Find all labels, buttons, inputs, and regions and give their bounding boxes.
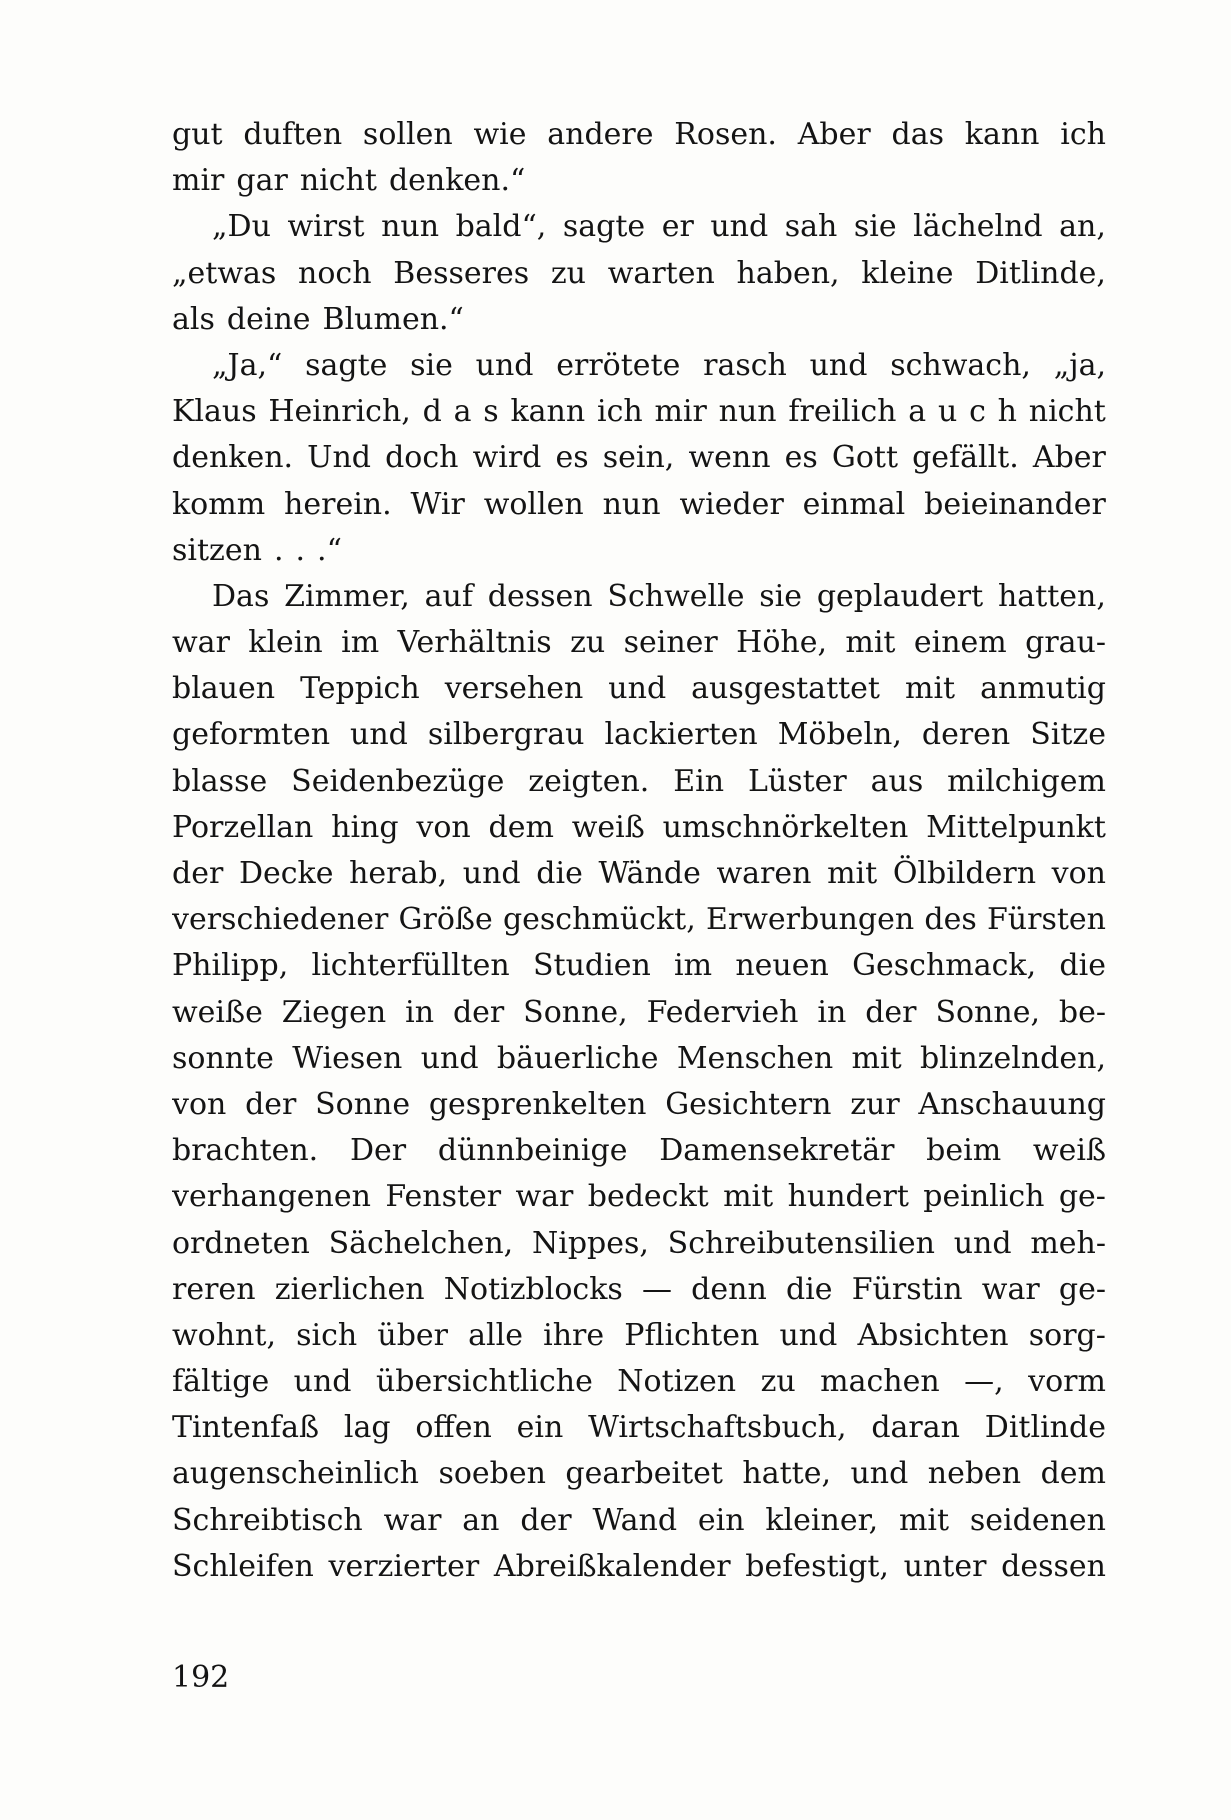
word: wollen [483, 486, 584, 522]
word: geschmückt, [502, 902, 696, 938]
word: Studien [532, 948, 651, 984]
text-line [172, 897, 1106, 943]
text-line [172, 1082, 1106, 1128]
word: duften [243, 117, 343, 152]
word: milchigem [947, 763, 1106, 799]
word: hatten, [997, 578, 1106, 614]
word: zu [760, 1364, 796, 1400]
word: die [785, 1271, 833, 1307]
word: Fürsten [986, 902, 1106, 938]
word: geplaudert [816, 578, 984, 614]
text-line [172, 1221, 1106, 1267]
text-line [172, 1036, 1106, 1082]
text-line [172, 1128, 1106, 1174]
text-line [172, 343, 1106, 389]
text-line [172, 1451, 1106, 1497]
word: von [1051, 856, 1106, 891]
word: seiner [623, 625, 718, 661]
word: gefällt. [912, 440, 1019, 476]
word: kann [964, 117, 1040, 152]
word: herein. [284, 486, 392, 522]
word: zierlichen [274, 1271, 425, 1307]
word: und [779, 1317, 838, 1353]
word: sonnte [172, 1040, 274, 1076]
word: Fenster [385, 1179, 502, 1215]
word: mit [898, 1502, 950, 1538]
word: war [515, 1179, 574, 1215]
word: und [850, 1456, 909, 1492]
word: die [536, 856, 583, 891]
word: kleiner, [765, 1502, 879, 1538]
word: und [462, 856, 521, 891]
word: des [924, 902, 977, 938]
word: Federvieh [646, 994, 799, 1030]
word: er [661, 209, 694, 245]
word: Damensekretär [659, 1133, 895, 1169]
word: hing [331, 809, 399, 845]
word: mir [654, 394, 707, 430]
word: vorm [1028, 1364, 1106, 1400]
word: schwach, [890, 347, 1031, 383]
word: beim [926, 1133, 1002, 1169]
word: wieder [679, 486, 784, 522]
word: Aber [1032, 440, 1106, 476]
word: Zimmer, [284, 578, 410, 614]
word: reren [172, 1271, 256, 1307]
word: andere [547, 117, 654, 152]
word: Seidenbezüge [291, 763, 505, 799]
word: wohnt, [172, 1317, 276, 1353]
word: klein [248, 625, 323, 661]
word: warten [607, 255, 715, 291]
word: herab, [349, 856, 448, 891]
word: c [969, 394, 986, 430]
text-line [172, 1405, 1106, 1451]
word: ich [596, 394, 643, 430]
word: gesprenkelten [428, 1086, 647, 1122]
word: und [350, 717, 408, 753]
word: an, [1059, 209, 1106, 245]
word: a [908, 394, 927, 430]
word: —, [964, 1364, 1004, 1400]
word: Größe [398, 902, 493, 938]
word: verschiedener [172, 902, 389, 938]
word: dem [1040, 1456, 1106, 1492]
word: Decke [238, 856, 334, 891]
word: be- [1058, 994, 1106, 1030]
word: blinzelnden, [919, 1040, 1106, 1076]
word: weiße [172, 994, 263, 1030]
word: über [377, 1317, 449, 1353]
word: Klaus [172, 394, 257, 430]
word: ge- [1058, 1271, 1106, 1307]
word: zu [570, 625, 606, 661]
word: Teppich [300, 671, 420, 707]
word: Rosen. [674, 117, 777, 152]
word: war [172, 625, 230, 661]
word: meh- [1030, 1225, 1106, 1261]
word: Wir [410, 486, 465, 522]
word: Fürstin [851, 1271, 963, 1307]
word: Philipp, [172, 948, 289, 984]
text-line [172, 435, 1106, 481]
word: .“ [317, 532, 342, 568]
word: Lüster [747, 763, 847, 799]
word: versehen [444, 671, 584, 707]
word: denken.“ [388, 163, 526, 199]
word: von [416, 809, 471, 845]
word: war [383, 1502, 442, 1538]
word: Anschauung [918, 1086, 1106, 1122]
text-line [172, 1359, 1106, 1405]
word: grau- [1025, 625, 1106, 661]
word: sitzen [172, 532, 262, 568]
text-line [172, 851, 1106, 897]
word: mit [845, 625, 896, 661]
word: offen [415, 1410, 492, 1446]
word: sollen [362, 117, 453, 152]
word: alle [468, 1317, 523, 1353]
word: Möbeln, [777, 717, 902, 753]
word: dessen [487, 578, 593, 614]
text-line [172, 482, 1106, 528]
word: zur [850, 1086, 900, 1122]
word: Ditlinde, [975, 255, 1106, 291]
word: zeigten. [528, 763, 650, 799]
word: einem [913, 625, 1007, 661]
word: Das [212, 578, 270, 614]
word: ordneten [172, 1225, 310, 1261]
word: seidenen [969, 1502, 1106, 1538]
word: und [809, 347, 868, 383]
word: sorg- [1028, 1317, 1106, 1353]
word: hundert [787, 1179, 909, 1215]
body-text [172, 112, 1106, 1590]
word: bald“, [455, 209, 547, 245]
text-line [172, 112, 1106, 158]
word: s [483, 394, 499, 430]
word: Nippes, [531, 1225, 649, 1261]
word: Gott [831, 440, 898, 476]
word: von [172, 1086, 227, 1122]
word: zu [550, 255, 587, 291]
word: bäuerliche [496, 1040, 659, 1076]
word: Heinrich, [268, 394, 411, 430]
word: es [784, 440, 818, 476]
word: ge- [1058, 1179, 1106, 1215]
text-line [172, 943, 1106, 989]
word: und [953, 1225, 1012, 1261]
word: dessen [1001, 1548, 1106, 1584]
word: gar [236, 163, 288, 199]
word: Sächelchen, [328, 1225, 514, 1261]
word: doch [385, 440, 459, 476]
text-line [172, 1267, 1106, 1313]
word: fältige [172, 1364, 270, 1400]
word: machen [820, 1364, 940, 1400]
word: kleine [861, 255, 954, 291]
word: Ziegen [281, 994, 387, 1030]
word: denn [691, 1271, 767, 1307]
word: das [891, 117, 944, 152]
word: wenn [688, 440, 771, 476]
word: rasch [703, 347, 787, 383]
word: Gesichtern [665, 1086, 832, 1122]
word: augenscheinlich [172, 1456, 419, 1492]
word: der [865, 994, 917, 1030]
word: noch [298, 255, 372, 291]
word: blasse [172, 763, 268, 799]
word: mit [723, 1179, 774, 1215]
text-line [172, 574, 1106, 620]
word: mit [851, 1040, 902, 1076]
word: Erwerbungen [706, 902, 915, 938]
word: Notizen [617, 1364, 737, 1400]
word: daran [871, 1410, 960, 1446]
word: Porzellan [172, 809, 314, 845]
word: a [453, 394, 472, 430]
word: und [608, 671, 667, 707]
word: gut [172, 117, 223, 152]
word: kann [510, 394, 586, 430]
word: sie [853, 209, 897, 245]
text-line [172, 1544, 1106, 1590]
word: Notizblocks [443, 1271, 623, 1307]
word: Wände [598, 856, 701, 891]
word: ein [697, 1502, 745, 1538]
word: lächelnd [913, 209, 1043, 245]
text-line [172, 251, 1106, 297]
word: übersichtliche [375, 1364, 593, 1400]
word: und [420, 1040, 479, 1076]
word: dem [488, 809, 554, 845]
word: Verhältnis [397, 625, 552, 661]
word: . [295, 532, 306, 568]
word: — [641, 1271, 672, 1307]
word: Besseres [393, 255, 530, 291]
word: umschnörkelten [662, 809, 909, 845]
word: d [422, 394, 442, 430]
word: und [710, 209, 769, 245]
word: die [1059, 948, 1106, 984]
word: u [937, 394, 958, 430]
word: errötete [556, 347, 681, 383]
word: anmutig [980, 671, 1106, 707]
word: war [981, 1271, 1040, 1307]
word: komm [172, 486, 266, 522]
word: unter [903, 1548, 987, 1584]
word: der [520, 1502, 572, 1538]
word: und [475, 347, 534, 383]
word: h [997, 394, 1017, 430]
word: wie [473, 117, 527, 152]
word: sie [759, 578, 803, 614]
word: hatte, [742, 1456, 832, 1492]
text-line [172, 1498, 1106, 1544]
page-number: 192 [172, 1660, 230, 1695]
word: im [341, 625, 380, 661]
word: in [817, 994, 847, 1030]
text-line [172, 528, 1106, 574]
word: auf [424, 578, 473, 614]
word: sich [296, 1317, 358, 1353]
text-line [172, 204, 1106, 250]
word: ausgestattet [691, 671, 880, 707]
word: verzierter [328, 1548, 480, 1584]
word: lichterfüllten [311, 948, 510, 984]
word: weiß [1032, 1133, 1106, 1169]
word: waren [716, 856, 812, 891]
word: „etwas [172, 255, 277, 291]
word: nicht [299, 163, 377, 199]
word: denken. [172, 440, 294, 476]
word: der [245, 1086, 297, 1122]
word: der [172, 856, 224, 891]
word: Schreibtisch [172, 1502, 363, 1538]
word: wird [472, 440, 542, 476]
word: gearbeitet [565, 1456, 723, 1492]
word: Abreißkalender [493, 1548, 731, 1584]
word: als [172, 301, 215, 337]
text-line [172, 990, 1106, 1036]
word: Wand [592, 1502, 678, 1538]
text-line [172, 389, 1106, 435]
word: nun [718, 394, 777, 430]
word: im [674, 948, 713, 984]
word: Ditlinde [984, 1410, 1106, 1446]
word: sagte [562, 209, 646, 245]
word: sein, [602, 440, 675, 476]
word: peinlich [923, 1179, 1045, 1215]
text-line [172, 805, 1106, 851]
word: beieinander [924, 486, 1106, 522]
text-line [172, 158, 1106, 204]
word: Höhe, [736, 625, 827, 661]
word: mir [172, 163, 225, 199]
word: aus [870, 763, 924, 799]
word: Schreibutensilien [667, 1225, 935, 1261]
word: lackierten [604, 717, 758, 753]
word: Mittelpunkt [926, 809, 1106, 845]
word: silbergrau [427, 717, 585, 753]
word: Menschen [676, 1040, 834, 1076]
word: Wirtschaftsbuch, [588, 1410, 847, 1446]
word: „ja, [1053, 347, 1106, 383]
word: Geschmack, [852, 948, 1037, 984]
word: freilich [788, 394, 897, 430]
word: mit [905, 671, 956, 707]
word: blauen [172, 671, 276, 707]
word: nicht [1028, 394, 1106, 430]
word: Tintenfaß [172, 1410, 320, 1446]
word: einmal [802, 486, 906, 522]
word: ihre [543, 1317, 605, 1353]
text-line [172, 620, 1106, 666]
word: ein [516, 1410, 564, 1446]
word: deren [921, 717, 1011, 753]
word: wirst [287, 209, 365, 245]
word: „Du [212, 209, 271, 245]
word: in [405, 994, 435, 1030]
word: brachten. [172, 1133, 319, 1169]
word: lag [343, 1410, 391, 1446]
word: sie [410, 347, 453, 383]
word: Und [307, 440, 371, 476]
word: Pflichten [624, 1317, 760, 1353]
text-line [172, 1174, 1106, 1220]
word: Sonne, [935, 994, 1040, 1030]
word: neuen [735, 948, 829, 984]
text-line [172, 1313, 1106, 1359]
word: der [452, 994, 505, 1030]
word: . [273, 532, 284, 568]
text-line [172, 759, 1106, 805]
word: Sonne [315, 1086, 411, 1122]
word: nun [602, 486, 661, 522]
word: sagte [305, 347, 388, 383]
word: Blumen.“ [322, 301, 464, 337]
word: und [293, 1364, 352, 1400]
word: Schleifen [172, 1548, 314, 1584]
word: mit [827, 856, 878, 891]
word: deine [226, 301, 311, 337]
text-line [172, 666, 1106, 712]
word: Schwelle [607, 578, 745, 614]
word: neben [927, 1456, 1022, 1492]
text-line [172, 712, 1106, 758]
word: bedeckt [587, 1179, 709, 1215]
word: haben, [736, 255, 840, 291]
word: Absichten [857, 1317, 1009, 1353]
word: Wiesen [292, 1040, 403, 1076]
word: geformten [172, 717, 331, 753]
word: Aber [797, 117, 871, 152]
word: befestigt, [745, 1548, 889, 1584]
word: Sitze [1030, 717, 1106, 753]
word: nun [381, 209, 440, 245]
word: sah [784, 209, 838, 245]
word: Ölbildern [892, 856, 1037, 891]
word: es [555, 440, 589, 476]
word: verhangenen [172, 1179, 371, 1215]
word: „Ja,“ [212, 347, 283, 383]
word: dünnbeinige [437, 1133, 628, 1169]
text-line [172, 297, 1106, 343]
word: ich [1060, 117, 1106, 152]
word: Ein [673, 763, 725, 799]
word: Der [349, 1133, 407, 1169]
word: soeben [438, 1456, 546, 1492]
word: an [462, 1502, 500, 1538]
word: weiß [571, 809, 645, 845]
word: Sonne, [523, 994, 628, 1030]
